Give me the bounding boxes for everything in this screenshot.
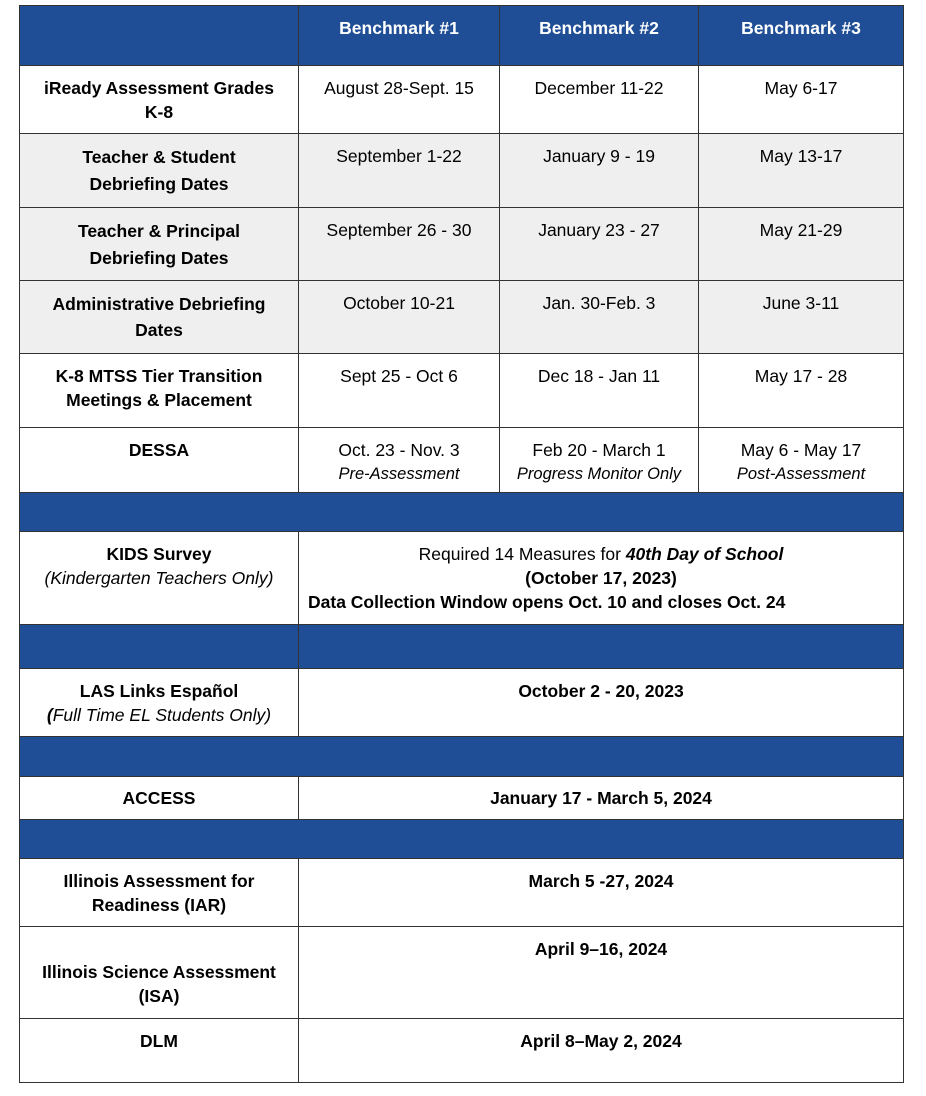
row-label: Administrative Debriefing Dates [20,281,299,354]
divider-bar [20,737,904,777]
header-benchmark-3: Benchmark #3 [699,6,904,66]
row-label: ACCESS [20,777,299,820]
benchmark-1-dates: August 28-Sept. 15 [299,66,500,134]
isa-dates: April 9–16, 2024 [299,927,904,1019]
benchmark-1-dates [299,428,500,493]
benchmark-3-dates: May 13-17 [699,134,904,208]
benchmark-2-dates: Dec 18 - Jan 11 [500,354,699,428]
benchmark-2-dates: December 11-22 [500,66,699,134]
access-dates: January 17 - March 5, 2024 [299,777,904,820]
benchmark-2-dates: January 23 - 27 [500,208,699,281]
section-divider [20,493,904,532]
table-row [20,354,904,428]
divider-bar [299,625,904,669]
row-label-cell [20,669,299,737]
benchmark-3-dates: May 17 - 28 [699,354,904,428]
row-label-note [26,703,292,727]
benchmark-1-dates: September 1-22 [299,134,500,208]
benchmark-2-dates: Jan. 30-Feb. 3 [500,281,699,354]
kids-line-1-prefix: Required 14 Measures for [418,544,626,564]
iar-dates: March 5 -27, 2024 [299,859,904,927]
benchmark-1-dates: Sept 25 - Oct 6 [299,354,500,428]
divider-bar [20,820,904,859]
kids-survey-row [20,532,904,625]
dessa-b3-dates: May 6 - May 17 [740,440,862,460]
access-row [20,777,904,820]
benchmark-1-dates: October 10-21 [299,281,500,354]
las-links-dates: October 2 - 20, 2023 [299,669,904,737]
benchmark-2-dates: January 9 - 19 [500,134,699,208]
benchmark-3-dates: June 3-11 [699,281,904,354]
kids-survey-details [299,532,904,625]
dlm-row [20,1019,904,1083]
benchmark-3-dates: May 6-17 [699,66,904,134]
benchmark-1-dates: September 26 - 30 [299,208,500,281]
kids-line-1-emphasis: 40th Day of School [625,544,784,564]
isa-row [20,927,904,1019]
row-label: DESSA [20,428,299,493]
dessa-b3-note: Post-Assessment [736,465,866,483]
row-label: K-8 MTSS Tier Transition Meetings & Placement [20,354,299,428]
dessa-row [20,428,904,493]
table-row [20,208,904,281]
benchmark-3-dates [699,428,904,493]
header-empty-cell [20,6,299,66]
dlm-dates: April 8–May 2, 2024 [299,1019,904,1083]
dessa-b2-dates: Feb 20 - March 1 [532,440,666,460]
section-divider [20,820,904,859]
row-label-note-open: ( [46,705,53,725]
dessa-b1-note: Pre-Assessment [338,465,460,483]
dessa-b1-dates: Oct. 23 - Nov. 3 [338,440,460,460]
section-divider [20,625,904,669]
kids-line-2: (October 17, 2023) [525,568,677,588]
table-row [20,134,904,208]
row-label: Illinois Assessment for Readiness (IAR) [20,859,299,927]
iar-row [20,859,904,927]
header-benchmark-2: Benchmark #2 [500,6,699,66]
las-links-row [20,669,904,737]
row-label-cell [20,532,299,625]
header-benchmark-1: Benchmark #1 [299,6,500,66]
table-row [20,281,904,354]
dessa-b2-note: Progress Monitor Only [516,465,682,483]
row-label-note-text: Full Time EL Students Only) [52,705,272,725]
row-label: iReady Assessment Grades K-8 [20,66,299,134]
row-label: Illinois Science Assessment (ISA) [20,927,299,1019]
section-divider [20,737,904,777]
assessment-schedule-table [19,5,904,1083]
header-row [20,6,904,66]
row-label: DLM [20,1019,299,1083]
row-label: LAS Links Español [79,681,239,701]
divider-bar [20,493,904,532]
benchmark-2-dates [500,428,699,493]
divider-bar [20,625,299,669]
kids-line-1 [305,542,897,566]
row-label: Teacher & Student Debriefing Dates [20,134,299,208]
row-label: Teacher & Principal Debriefing Dates [20,208,299,281]
kids-line-3: Data Collection Window opens Oct. 10 and closes Oct. 24 [308,592,786,612]
benchmark-3-dates: May 21-29 [699,208,904,281]
row-label: KIDS Survey [106,544,212,564]
row-label-note: (Kindergarten Teachers Only) [44,568,274,588]
table-row [20,66,904,134]
